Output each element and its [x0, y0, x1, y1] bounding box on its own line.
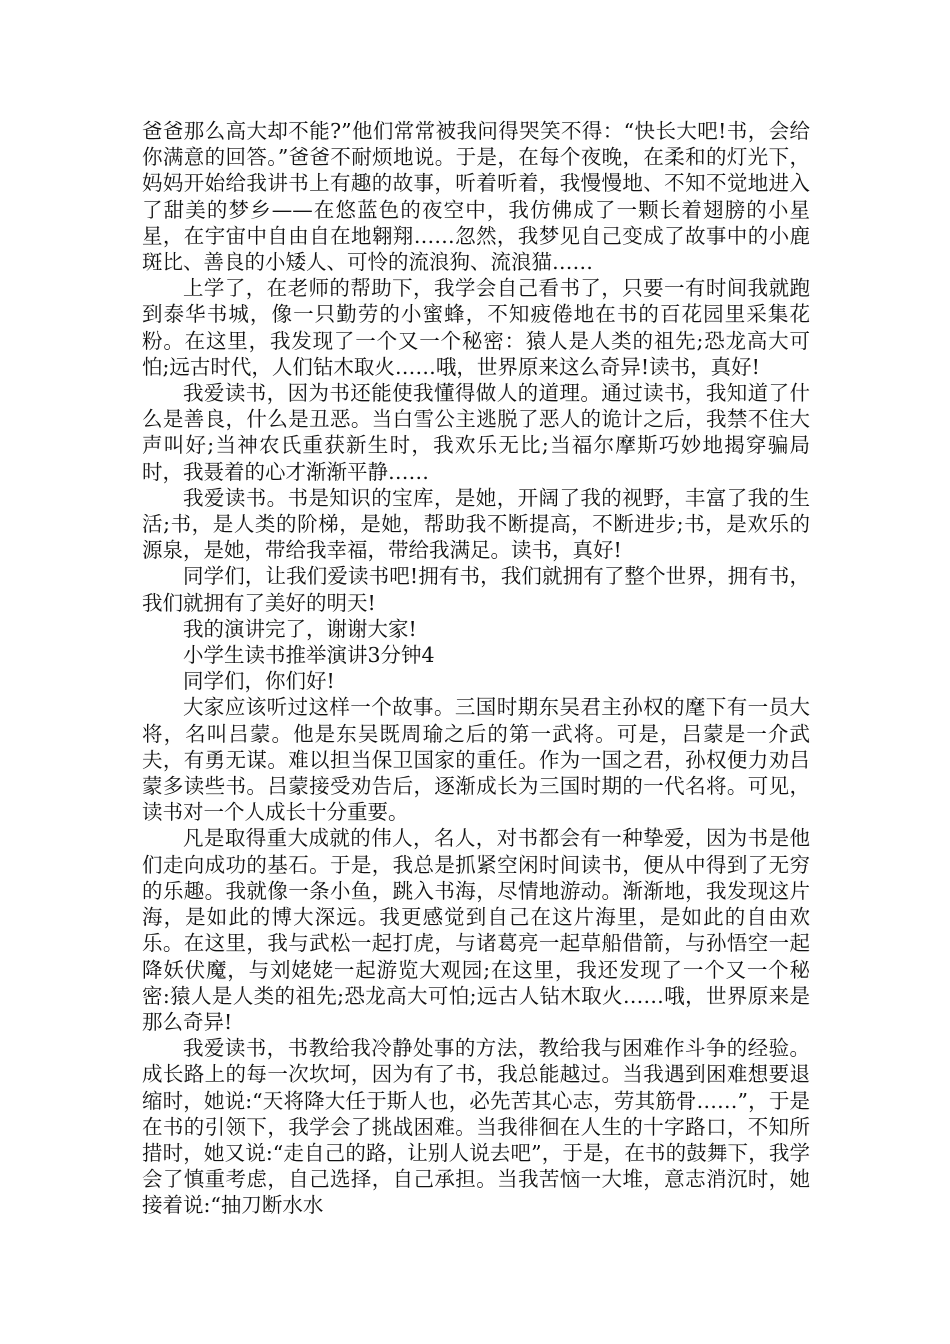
speech-title: 小学生读书推举演讲3分钟4 — [183, 643, 435, 668]
paragraph-school-reading: 上学了，在老师的帮助下，我学会自己看书了，只要一有时间我就跑到泰华书城，像一只勤劳的小蜜蜂，不知疲倦地在书的百花园里采集花粉。在这里，我发现了一个又一个秘密：猿人是人类的祖先;恐龙高大可怕;远古时代，人们钻木取火……哦，世界原来这么奇异!读书，真好! — [142, 276, 810, 379]
document-body — [142, 118, 810, 1219]
paragraph-dad-answer: 爸爸那么高大却不能?”他们常常被我问得哭笑不得：“快长大吧!书，会给你满意的回答。”爸爸不耐烦地说。于是，在每个夜晚，在柔和的灯光下，妈妈开始给我讲书上有趣的故事，听着听着，我慢慢地、不知不觉地进入了甜美的梦乡——在悠蓝色的夜空中，我仿佛成了一颗长着翅膀的小星星，在宇宙中自由自在地翱翔……忽然，我梦见自己变成了故事中的小鹿斑比、善良的小矮人、可怜的流浪狗、流浪猫…… — [142, 119, 810, 275]
paragraph-great-people: 凡是取得重大成就的伟人，名人，对书都会有一种挚爱，因为书是他们走向成功的基石。于是，我总是抓紧空闲时间读书，便从中得到了无穷的乐趣。我就像一条小鱼，跳入书海，尽情地游动。渐渐地，我发现这片海，是如此的博大深远。我更感觉到自己在这片海里，是如此的自由欢乐。在这里，我与武松一起打虎，与诸葛亮一起草船借箭，与孙悟空一起降妖伏魔，与刘姥姥一起游览大观园;在这里，我还发现了一个又一个秘密:猿人是人类的祖先;恐龙高大可怕;远古人钻木取火……哦，世界原来是那么奇异! — [142, 826, 810, 1034]
paragraph-greeting: 同学们，你们好! — [183, 669, 335, 694]
paragraph-knowledge-treasure: 我爱读书。书是知识的宝库，是她，开阔了我的视野，丰富了我的生活;书，是人类的阶梯，是她，帮助我不断提高，不断进步;书，是欢乐的源泉，是她，带给我幸福，带给我满足。读书，真好! — [142, 485, 810, 563]
paragraph-lu-meng-story: 大家应该听过这样一个故事。三国时期东吴君主孙权的麾下有一员大将，名叫吕蒙。他是东吴既周瑜之后的第一武将。可是，吕蒙是一介武夫，有勇无谋。难以担当保卫国家的重任。作为一国之君，孙权便力劝吕蒙多读些书。吕蒙接受劝告后，逐渐成长为三国时期的一代名将。可见，读书对一个人成长十分重要。 — [142, 695, 810, 825]
paragraph-calm-methods: 我爱读书，书教给我冷静处事的方法，教给我与困难作斗争的经验。成长路上的每一次坎坷，因为有了书，我总能越过。当我遇到困难想要退缩时，她说:“天将降大任于斯人也，必先苦其心志，劳其筋骨……”，于是在书的引领下，我学会了挑战困难。当我徘徊在人生的十字路口，不知所措时，她又说:“走自己的路，让别人说去吧”，于是，在书的鼓舞下，我学会了慎重考虑，自己选择，自己承担。当我苦恼一大堆，意志消沉时，她接着说:“抽刀断水水 — [142, 1036, 810, 1218]
paragraph-call-to-read: 同学们，让我们爱读书吧!拥有书，我们就拥有了整个世界，拥有书，我们就拥有了美好的明天! — [142, 564, 810, 615]
paragraph-closing-thanks: 我的演讲完了，谢谢大家! — [183, 616, 417, 641]
paragraph-moral-lessons: 我爱读书，因为书还能使我懂得做人的道理。通过读书，我知道了什么是善良，什么是丑恶。当白雪公主逃脱了恶人的诡计之后，我禁不住大声叫好;当神农氏重获新生时，我欢乐无比;当福尔摩斯巧妙地揭穿骗局时，我聂着的心才渐渐平静…… — [142, 381, 810, 484]
